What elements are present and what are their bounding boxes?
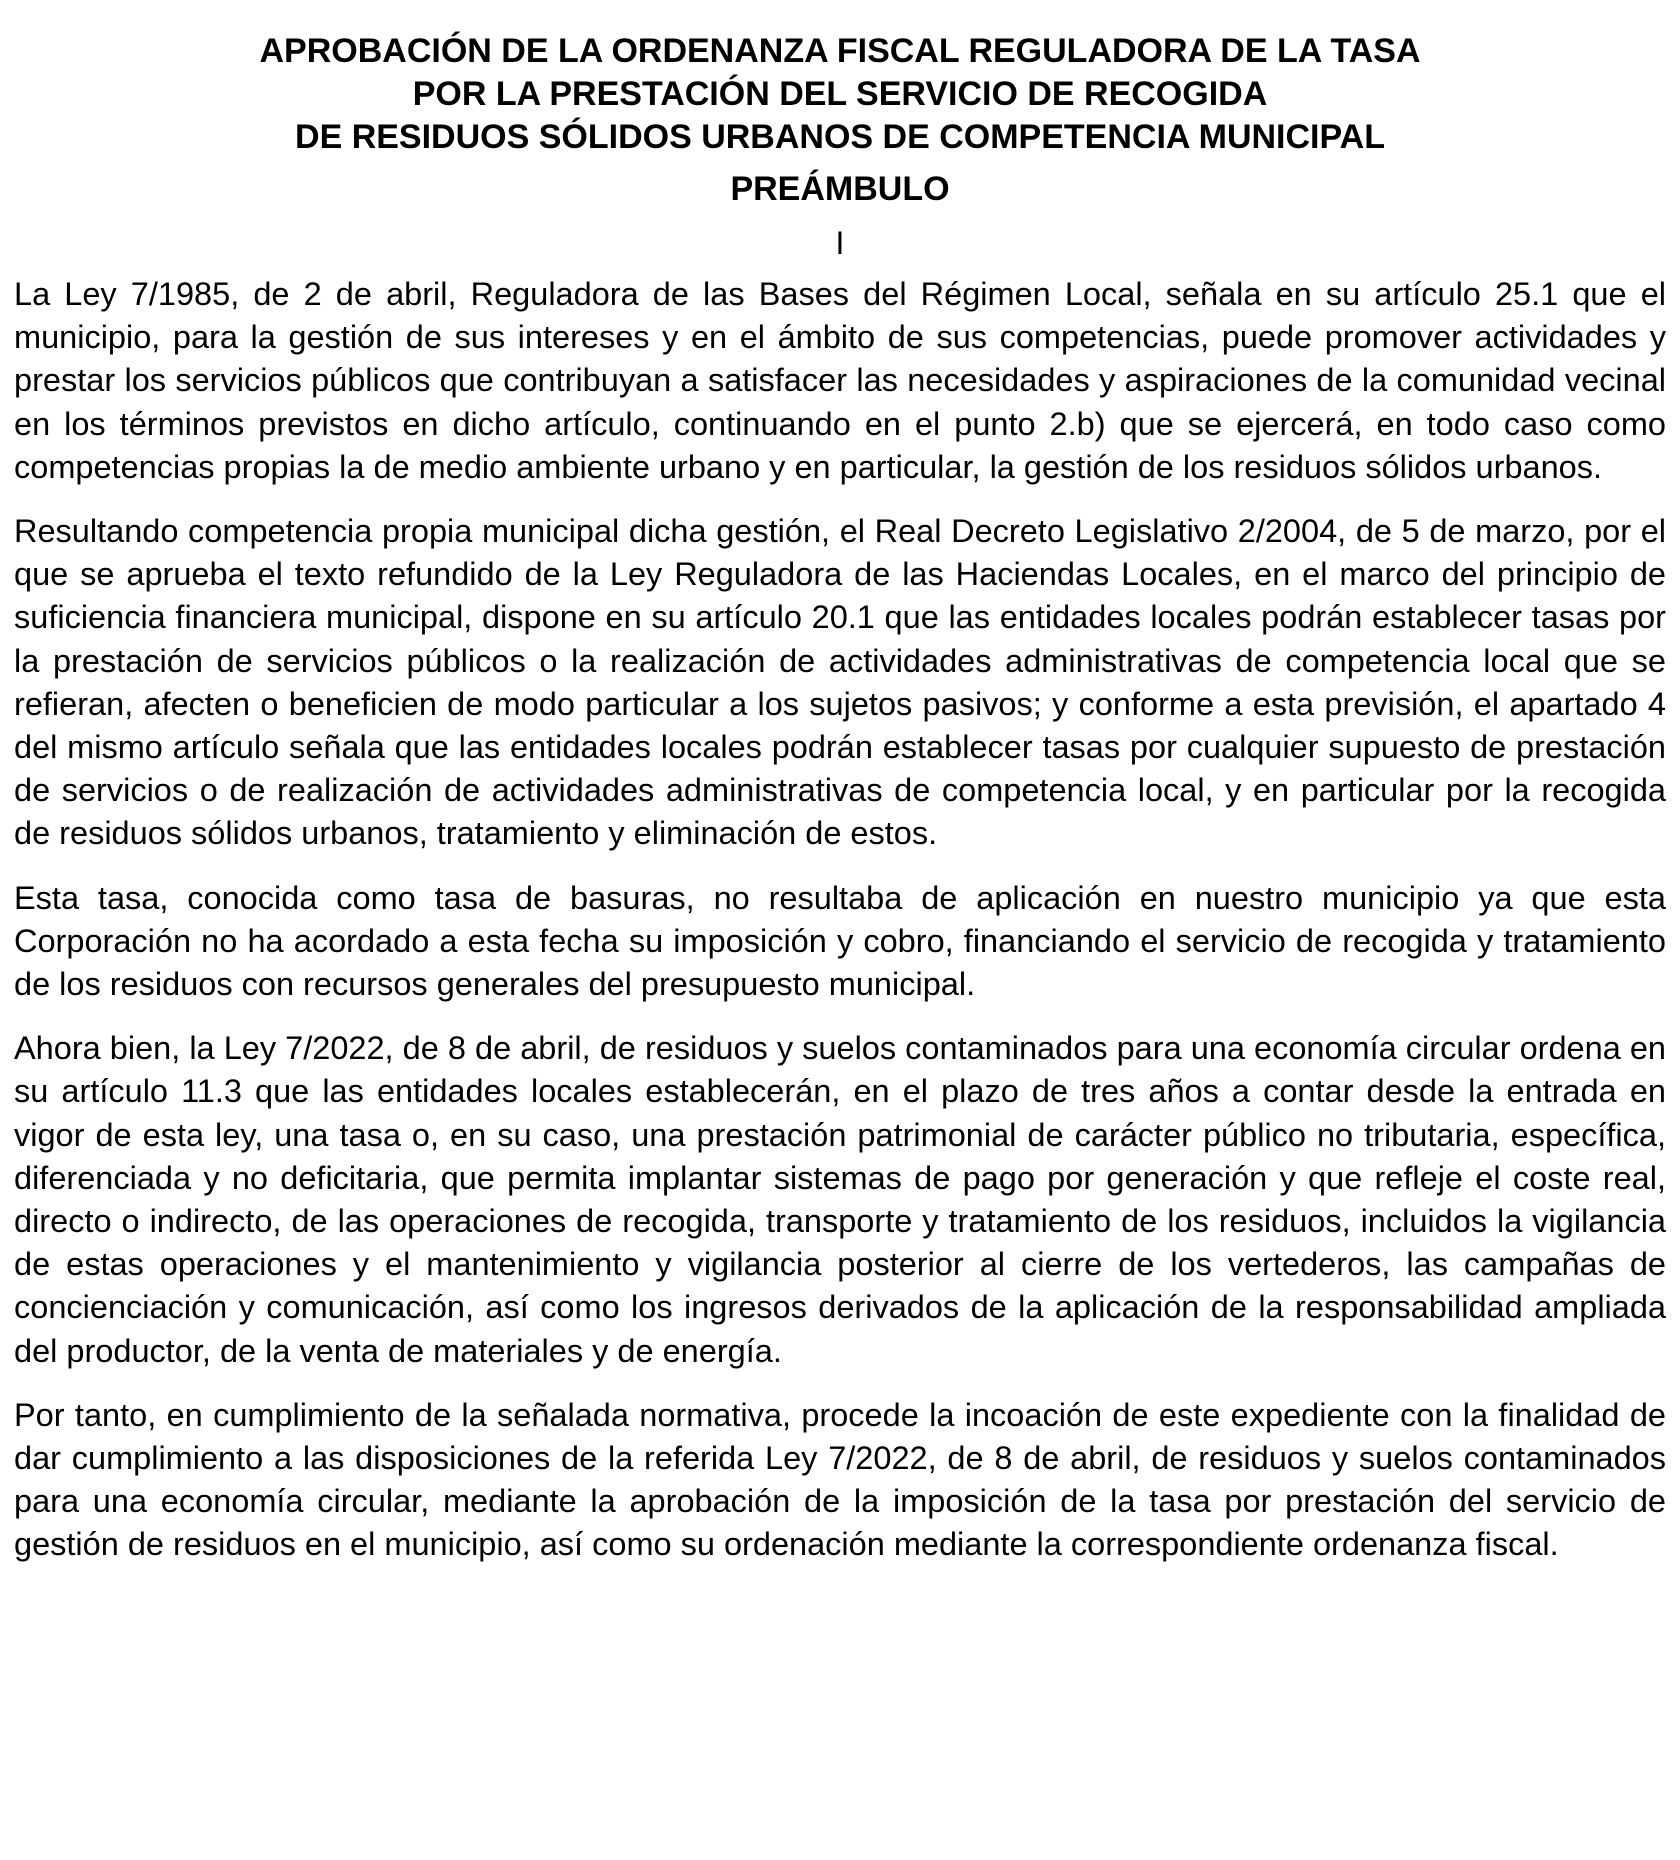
paragraph-2: Resultando competencia propia municipal dicha gestión, el Real Decreto Legislativo 2/2004, de 5 de marzo, por el que se aprueba el texto refundido de la Ley Reguladora de las Haciendas Locales, en el marco del principio de suficiencia financiera municipal, dispone en su artículo 20.1 que las entidades locales podrán establecer tasas por la prestación de servicios públicos o la realización de actividades administrativas de competencia local que se refieran, afecten o beneficien de modo particular a los sujetos pasivos; y conforme a esta previsión, el apartado 4 del mismo artículo señala que las entidades locales podrán establecer tasas por cualquier supuesto de prestación de servicios o de realización de actividades administrativas de competencia local, y en particular por la recogida de residuos sólidos urbanos, tratamiento y eliminación de estos. — [14, 513, 1666, 852]
title-line-2: POR LA PRESTACIÓN DEL SERVICIO DE RECOGIDA — [412, 75, 1268, 113]
document-page — [14, 30, 1666, 1567]
paragraph-5: Por tanto, en cumplimiento de la señalada normativa, procede la incoación de este expediente con la finalidad de dar cumplimiento a las disposiciones de la referida Ley 7/2022, de 8 de abril, de residuos y suelos contaminados para una economía circular, mediante la aprobación de la imposición de la tasa por prestación del servicio de gestión de residuos en el municipio, así como su ordenación mediante la correspondiente ordenanza fiscal. — [14, 1396, 1666, 1563]
section-heading: PREÁMBULO — [730, 170, 950, 208]
paragraph-4: Ahora bien, la Ley 7/2022, de 8 de abril, de residuos y suelos contaminados para una economía circular ordena en su artículo 11.3 que las entidades locales establecerán, en el plazo de tres años a contar desde la entrada en vigor de esta ley, una tasa o, en su caso, una prestación patrimonial de carácter público no tributaria, específica, diferenciada y no deficitaria, que permita implantar sistemas de pago por generación y que refleje el coste real, directo o indirecto, de las operaciones de recogida, transporte y tratamiento de los residuos, incluidos la vigilancia de estas operaciones y el mantenimiento y vigilancia posterior al cierre de los vertederos, las campañas de concienciación y comunicación, así como los ingresos derivados de la aplicación de la responsabilidad ampliada del productor, de la venta de materiales y de energía. — [14, 1030, 1666, 1369]
title-line-1: APROBACIÓN DE LA ORDENANZA FISCAL REGULADORA DE LA TASA — [259, 32, 1421, 70]
section-number: I — [835, 225, 845, 261]
paragraph-3: Esta tasa, conocida como tasa de basuras, no resultaba de aplicación en nuestro municipio ya que esta Corporación no ha acordado a esta fecha su imposición y cobro, financiando el servicio de recogida y tratamiento de los residuos con recursos generales del presupuesto municipal. — [14, 879, 1666, 1003]
title-line-3: DE RESIDUOS SÓLIDOS URBANOS DE COMPETENCIA MUNICIPAL — [295, 118, 1385, 156]
paragraph-1: La Ley 7/1985, de 2 de abril, Reguladora de las Bases del Régimen Local, señala en su artículo 25.1 que el municipio, para la gestión de sus intereses y en el ámbito de sus competencias, puede promover actividades y prestar los servicios públicos que contribuyan a satisfacer las necesidades y aspiraciones de la comunidad vecinal en los términos previstos en dicho artículo, continuando en el punto 2.b) que se ejercerá, en todo caso como competencias propias la de medio ambiente urbano y en particular, la gestión de los residuos sólidos urbanos. — [14, 276, 1666, 485]
document-title — [14, 30, 1666, 159]
